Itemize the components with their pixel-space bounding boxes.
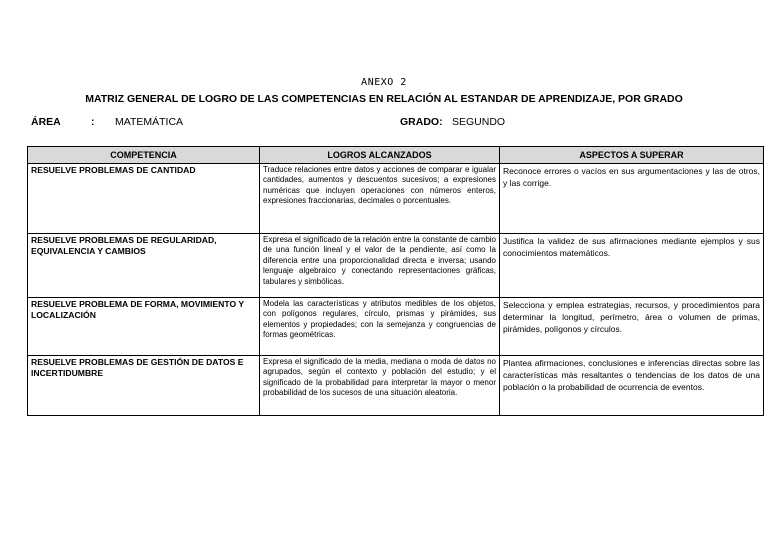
aspectos-cell: Selecciona y emplea estrategias, recursos, y procedimientos para determinar la longitud, perímetro, área o volumen de primas, pirámides, polígonos y círculos. (500, 298, 764, 356)
document-title: MATRIZ GENERAL DE LOGRO DE LAS COMPETENCIAS EN RELACIÓN AL ESTANDAR DE APRENDIZAJE, POR GRADO (85, 93, 683, 105)
aspectos-cell: Plantea afirmaciones, conclusiones e inferencias directas sobre las características más resaltantes o tendencias de los datos de una población o la probabilidad de ocurrencia de eventos. (500, 356, 764, 416)
grado-value: SEGUNDO (452, 116, 506, 128)
area-label: ÁREA (31, 116, 61, 128)
logros-cell: Traduce relaciones entre datos y acciones de comparar e igualar cantidades, aumentos y descuentos sucesivos; a expresiones numéricas que incluyen operaciones con números enteros, expresiones fraccionarias, decimales o porcentuales. (260, 164, 500, 234)
logros-cell: Modela las características y atributos medibles de los objetos, con polígonos regulares, círculo, prismas y pirámides, sus elementos y propiedades; con la semejanza y congruencias de formas geométricas. (260, 298, 500, 356)
competencia-cell: RESUELVE PROBLEMA DE FORMA, MOVIMIENTO Y LOCALIZACIÓN (28, 298, 260, 356)
header-competencia: COMPETENCIA (28, 147, 260, 164)
table-row (28, 164, 764, 234)
table-row (28, 234, 764, 298)
area-value: MATEMÁTICA (115, 116, 184, 128)
competencia-cell: RESUELVE PROBLEMAS DE CANTIDAD (28, 164, 260, 234)
competency-matrix-table (27, 146, 764, 416)
grado-label: GRADO: (400, 116, 443, 128)
table-row (28, 298, 764, 356)
competencia-cell: RESUELVE PROBLEMAS DE REGULARIDAD, EQUIVALENCIA Y CAMBIOS (28, 234, 260, 298)
table-header-row (28, 147, 764, 164)
competencia-cell: RESUELVE PROBLEMAS DE GESTIÓN DE DATOS E INCERTIDUMBRE (28, 356, 260, 416)
logros-cell: Expresa el significado de la media, mediana o moda de datos no agrupados, según el contexto y población del estudio; y el significado de la probabilidad para interpretar la mayor o menor probabilidad de los sucesos de una situación aleatoria. (260, 356, 500, 416)
header-aspectos-a-superar: ASPECTOS A SUPERAR (500, 147, 764, 164)
header-logros-alcanzados: LOGROS ALCANZADOS (260, 147, 500, 164)
aspectos-cell: Reconoce errores o vacíos en sus argumentaciones y las de otros, y las corrige. (500, 164, 764, 234)
area-colon: : (91, 116, 95, 128)
table-row (28, 356, 764, 416)
aspectos-cell: Justifica la validez de sus afirmaciones mediante ejemplos y sus conocimientos matemáticos. (500, 234, 764, 298)
annex-label: ANEXO 2 (361, 77, 407, 88)
logros-cell: Expresa el significado de la relación entre la constante de cambio de una función lineal y el valor de la pendiente, así como la diferencia entre una proporcionalidad directa e inversa; usando lenguaje algebraico y conectando representaciones gráficas, tabulares y simbólicas. (260, 234, 500, 298)
